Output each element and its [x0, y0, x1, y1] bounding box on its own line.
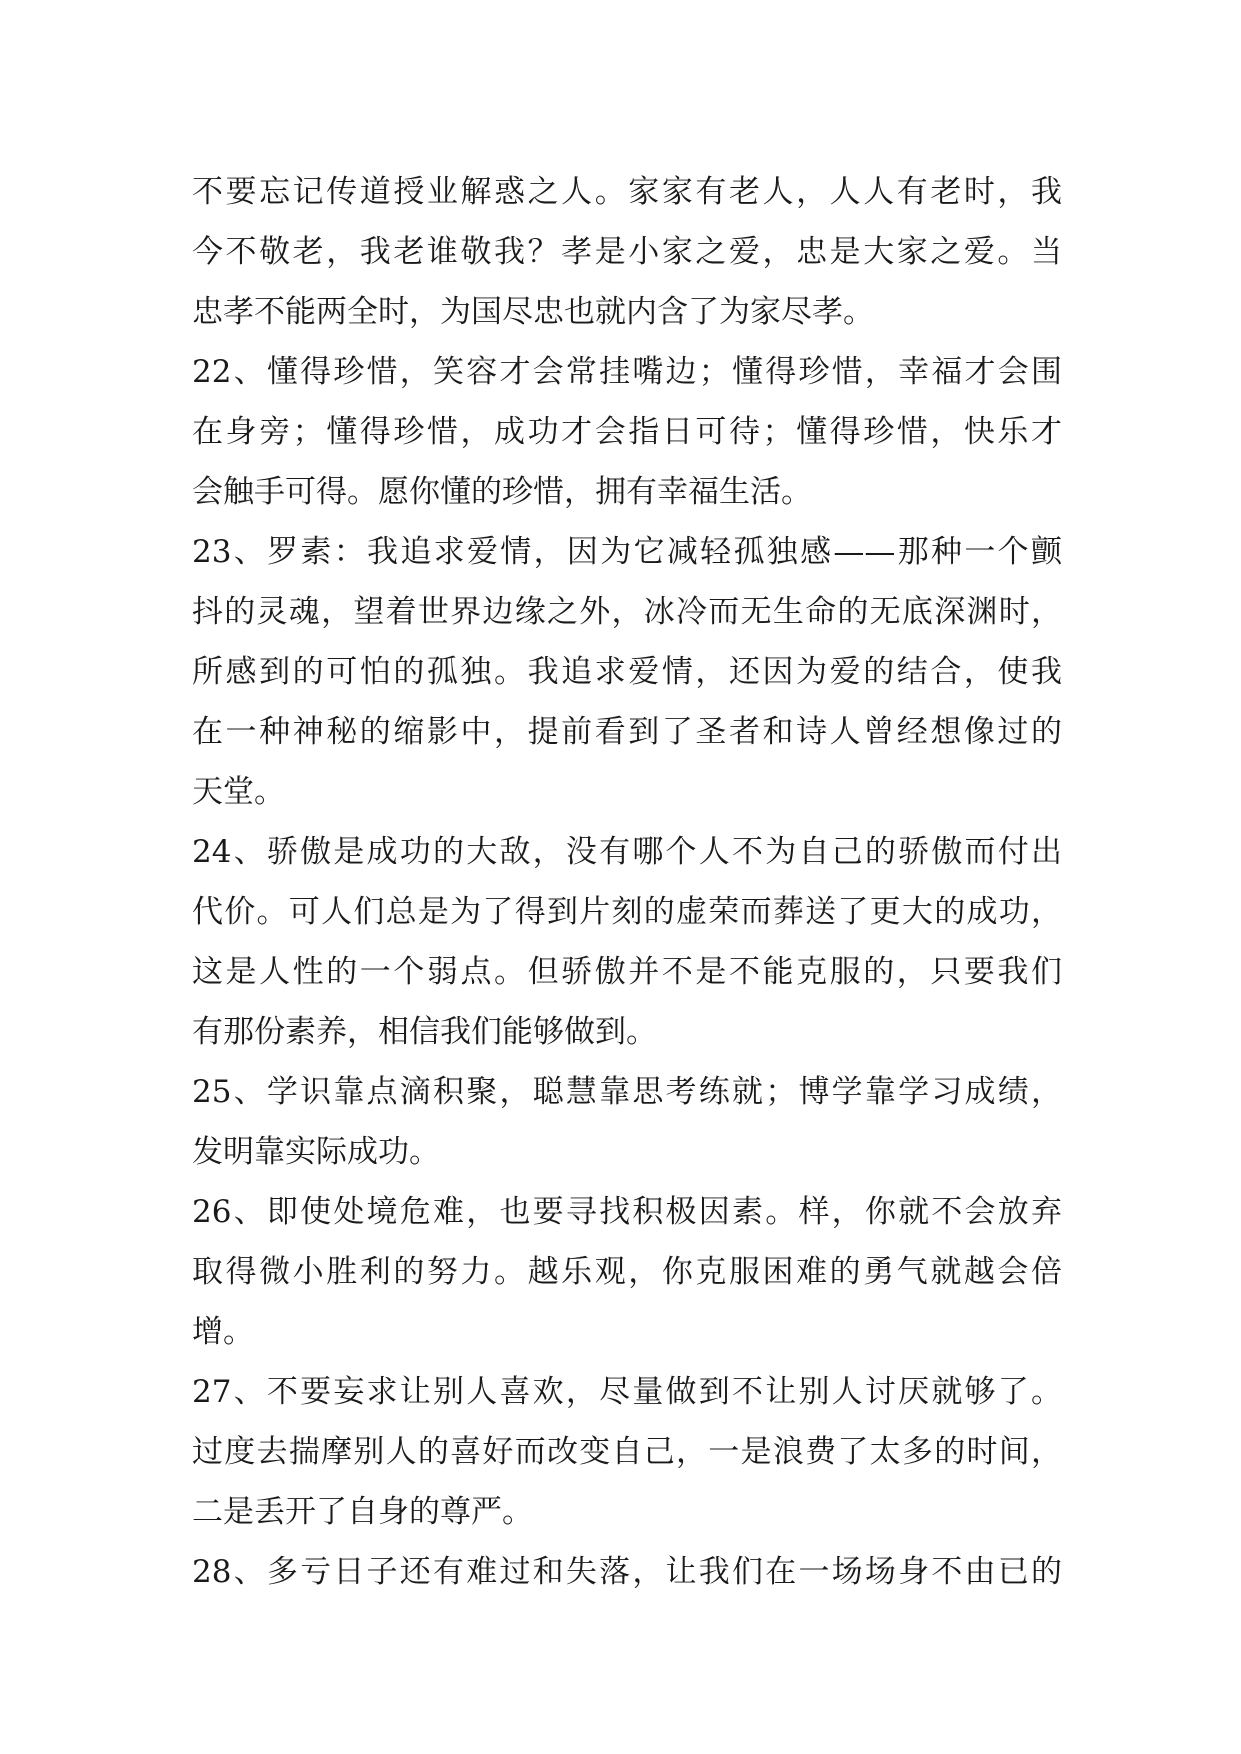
- text-line: 28、多亏日子还有难过和失落，让我们在一场场身不由已的: [192, 1554, 1062, 1590]
- text-line: 27、不要妄求让别人喜欢，尽量做到不让别人讨厌就够了。: [192, 1374, 1062, 1410]
- text-line: 在身旁；懂得珍惜，成功才会指日可待；懂得珍惜，快乐才: [192, 414, 1062, 450]
- text-line: 抖的灵魂，望着世界边缘之外，冰冷而无生命的无底深渊时，: [192, 594, 1062, 630]
- text-line: 取得微小胜利的努力。越乐观，你克服困难的勇气就越会倍: [192, 1254, 1062, 1290]
- text-line: 24、骄傲是成功的大敌，没有哪个人不为自己的骄傲而付出: [192, 834, 1062, 870]
- text-line: 代价。可人们总是为了得到片刻的虚荣而葬送了更大的成功，: [192, 894, 1062, 930]
- text-line: 发明靠实际成功。: [192, 1134, 440, 1170]
- text-line: 增。: [192, 1314, 254, 1350]
- text-line: 会触手可得。愿你懂的珍惜，拥有幸福生活。: [192, 474, 812, 510]
- text-line: 有那份素养，相信我们能够做到。: [192, 1014, 657, 1050]
- text-line: 这是人性的一个弱点。但骄傲并不是不能克服的，只要我们: [192, 954, 1062, 990]
- text-line: 今不敬老，我老谁敬我？孝是小家之爱，忠是大家之爱。当: [192, 234, 1062, 270]
- text-line: 不要忘记传道授业解惑之人。家家有老人，人人有老时，我: [192, 174, 1062, 210]
- text-line: 在一种神秘的缩影中，提前看到了圣者和诗人曾经想像过的: [192, 714, 1062, 750]
- text-line: 26、即使处境危难，也要寻找积极因素。样，你就不会放弃: [192, 1194, 1062, 1230]
- text-line: 25、学识靠点滴积聚，聪慧靠思考练就；博学靠学习成绩，: [192, 1074, 1062, 1110]
- text-line: 23、罗素：我追求爱情，因为它减轻孤独感——那种一个颤: [192, 534, 1062, 570]
- text-line: 二是丢开了自身的尊严。: [192, 1494, 533, 1530]
- text-line: 忠孝不能两全时，为国尽忠也就内含了为家尽孝。: [192, 294, 874, 330]
- text-line: 所感到的可怕的孤独。我追求爱情，还因为爱的结合，使我: [192, 654, 1062, 690]
- text-line: 天堂。: [192, 774, 285, 810]
- text-line: 22、懂得珍惜，笑容才会常挂嘴边；懂得珍惜，幸福才会围: [192, 354, 1062, 390]
- text-line: 过度去揣摩别人的喜好而改变自己，一是浪费了太多的时间，: [192, 1434, 1062, 1470]
